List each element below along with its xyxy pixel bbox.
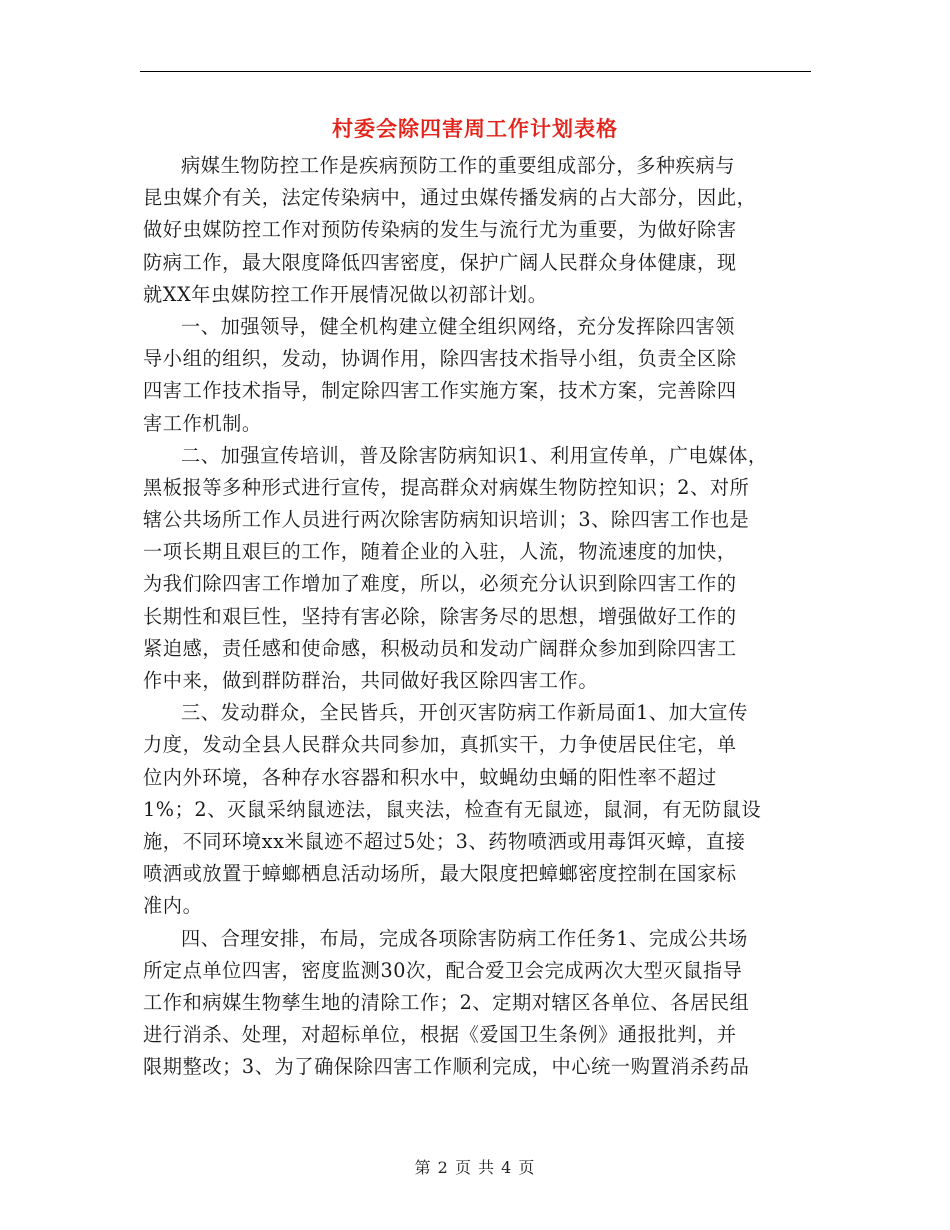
text-line: 一、加强领导，健全机构建立健全组织网络，充分发挥除四害领 (181, 314, 736, 338)
text-line: 为我们除四害工作增加了难度，所以，必须充分认识到除四害工作的 (143, 572, 737, 596)
text-line: 进行消杀、处理，对超标单位，根据《爱国卫生条例》通报批判，并 (143, 1023, 737, 1047)
text-line: 紧迫感，责任感和使命感，积极动员和发动广阔群众参加到除四害工 (143, 636, 737, 660)
text-line: 防病工作，最大限度降低四害密度，保护广阔人民群众身体健康，现 (143, 250, 737, 274)
text-line: 二、加强宣传培训，普及除害防病知识1、利用宣传单，广电媒体， (181, 443, 768, 467)
document-body (143, 150, 828, 1083)
text-line: 准内。 (143, 894, 203, 918)
text-line: 工作和病媒生物孳生地的清除工作；2、定期对辖区各单位、各居民组 (143, 990, 750, 1014)
text-line: 就XX年虫媒防控工作开展情况做以初部计划。 (143, 282, 548, 306)
text-line: 施，不同环境xx米鼠迹不超过5处；3、药物喷洒或用毒饵灭蟑，直接 (143, 829, 746, 853)
text-line: 昆虫媒介有关，法定传染病中，通过虫媒传播发病的占大部分，因此， (143, 186, 757, 210)
text-line: 三、发动群众，全民皆兵，开创灭害防病工作新局面1、加大宣传 (181, 701, 748, 725)
text-line: 所定点单位四害，密度监测30次，配合爱卫会完成两次大型灭鼠指导 (143, 958, 743, 982)
text-line: 1%；2、灭鼠采纳鼠迹法，鼠夹法，检查有无鼠迹，鼠洞，有无防鼠设 (143, 797, 762, 821)
text-line: 位内外环境，各种存水容器和积水中，蚊蝇幼虫蛹的阳性率不超过 (143, 765, 717, 789)
text-line: 力度，发动全县人民群众共同参加，真抓实干，力争使居民住宅，单 (143, 733, 737, 757)
text-line: 作中来，做到群防群治，共同做好我区除四害工作。 (143, 669, 599, 692)
page-footer: 第 2 页 共 4 页 (414, 1158, 536, 1177)
text-line: 限期整改；3、为了确保除四害工作顺利完成，中心统一购置消杀药品 (143, 1055, 750, 1079)
text-line: 黑板报等多种形式进行宣传，提高群众对病媒生物防控知识；2、对所 (143, 475, 750, 499)
text-line: 辖公共场所工作人员进行两次除害防病知识培训；3、除四害工作也是 (143, 508, 750, 532)
text-line: 长期性和艰巨性，坚持有害必除，除害务尽的思想，增强做好工作的 (143, 604, 737, 628)
text-line: 喷洒或放置于蟑螂栖息活动场所，最大限度把蟑螂密度控制在国家标 (143, 862, 737, 886)
header-rule (140, 71, 811, 72)
document-title: 村委会除四害周工作计划表格 (332, 116, 618, 141)
text-line: 一项长期且艰巨的工作，随着企业的入驻，人流，物流速度的加快， (143, 540, 737, 564)
text-line: 害工作机制。 (143, 411, 262, 435)
text-line: 做好虫媒防控工作对预防传染病的发生与流行尤为重要，为做好除害 (143, 218, 737, 242)
text-line: 四、合理安排，布局，完成各项除害防病工作任务1、完成公共场 (181, 926, 748, 950)
text-line: 病媒生物防控工作是疾病预防工作的重要组成部分，多种疾病与 (181, 154, 736, 177)
text-line: 导小组的组织，发动，协调作用，除四害技术指导小组，负责全区除 (143, 347, 737, 371)
text-line: 四害工作技术指导，制定除四害工作实施方案，技术方案，完善除四 (143, 379, 737, 403)
